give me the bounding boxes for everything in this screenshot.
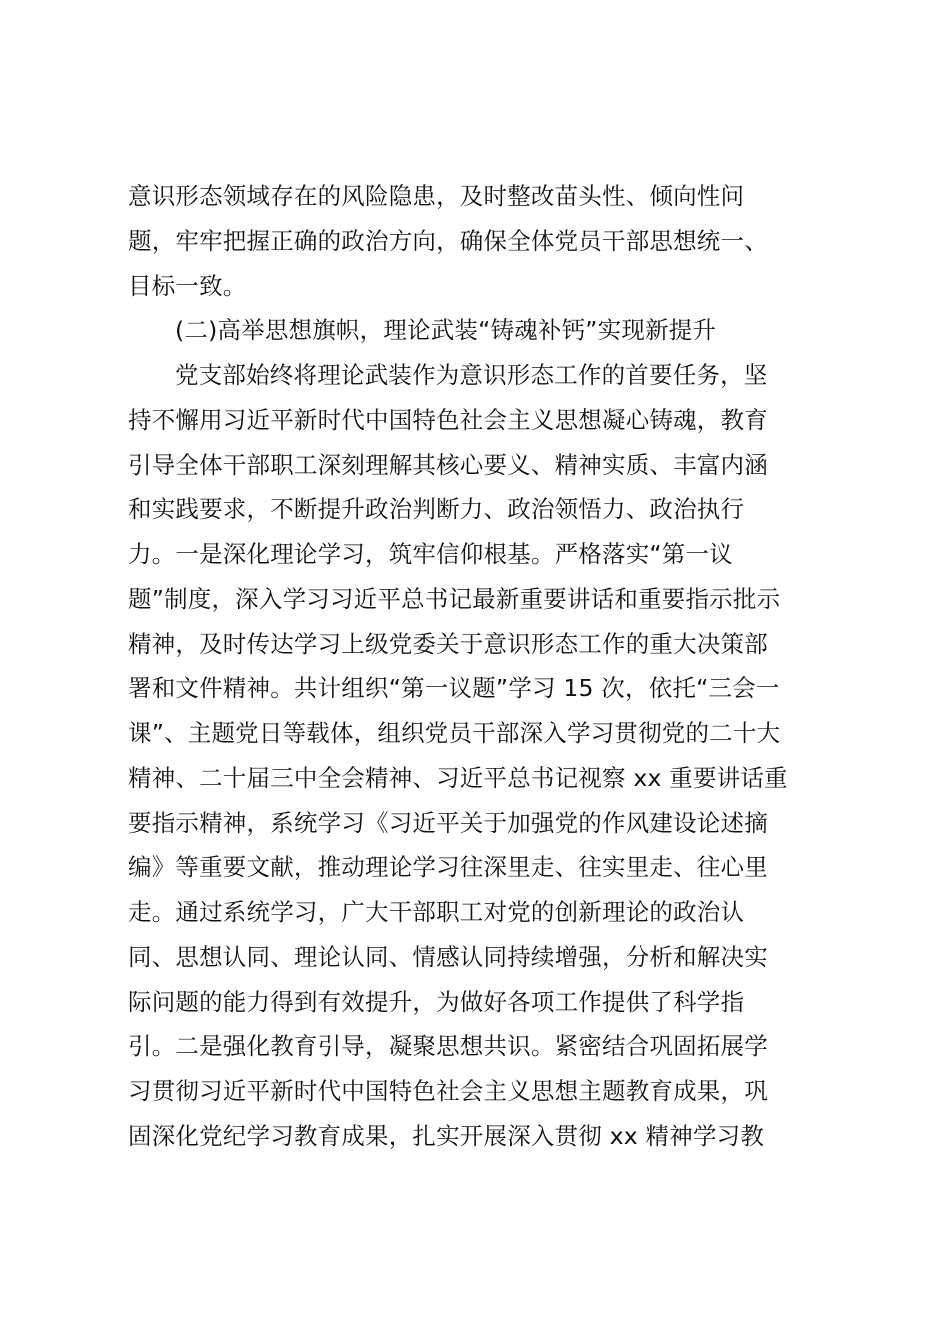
text-line: 署和文件精神。共计组织“第一议题”学习 15 次，依托“三会一 (128, 674, 780, 703)
paragraph-first-line: 党支部始终将理论武装作为意识形态工作的首要任务，坚 (175, 361, 768, 389)
text-line: 同、思想认同、理论认同、情感认同持续增强，分析和解决实 (128, 942, 768, 971)
section-heading: (二)高举思想旗帜，理论武装“铸魂补钙”实现新提升 (175, 316, 717, 345)
text-line: 题”制度，深入学习习近平总书记最新重要讲话和重要指示批示 (128, 584, 781, 613)
text-line: 走。通过系统学习，广大干部职工对党的创新理论的政治认 (128, 898, 745, 926)
text-line: 目标一致。 (128, 271, 247, 300)
text-line: 力。一是深化理论学习，筑牢信仰根基。严格落实“第一议 (128, 540, 733, 568)
text-line: 意识形态领域存在的风险隐患，及时整改苗头性、倾向性问 (128, 182, 745, 210)
text-line: 精神、二十届三中全会精神、习近平总书记视察 xx 重要讲话重 (128, 763, 788, 792)
text-line: 题，牢牢把握正确的政治方向，确保全体党员干部思想统一、 (128, 226, 768, 255)
text-line: 引导全体干部职工深刻理解其核心要义、精神实质、丰富内涵 (128, 450, 768, 479)
text-line: 际问题的能力得到有效提升，为做好各项工作提供了科学指 (128, 987, 745, 1016)
text-line: 精神，及时传达学习上级党委关于意识形态工作的重大决策部 (128, 629, 768, 658)
text-line: 编》等重要文献，推动理论学习往深里走、往实里走、往心里 (128, 853, 768, 882)
text-line: 习贯彻习近平新时代中国特色社会主义思想主题教育成果，巩 (128, 1077, 768, 1105)
text-line: 持不懈用习近平新时代中国特色社会主义思想凝心铸魂，教育 (128, 405, 768, 434)
text-line: 课”、主题党日等载体，组织党员干部深入学习贯彻党的二十大 (128, 719, 781, 747)
text-line: 固深化党纪学习教育成果，扎实开展深入贯彻 xx 精神学习教 (128, 1121, 765, 1150)
text-line: 和实践要求，不断提升政治判断力、政治领悟力、政治执行 (128, 495, 745, 524)
document-body (128, 174, 832, 1159)
text-line: 引。二是强化教育引导，凝聚思想共识。紧密结合巩固拓展学 (128, 1032, 768, 1061)
text-line: 要指示精神，系统学习《习近平关于加强党的作风建设论述摘 (128, 808, 768, 837)
